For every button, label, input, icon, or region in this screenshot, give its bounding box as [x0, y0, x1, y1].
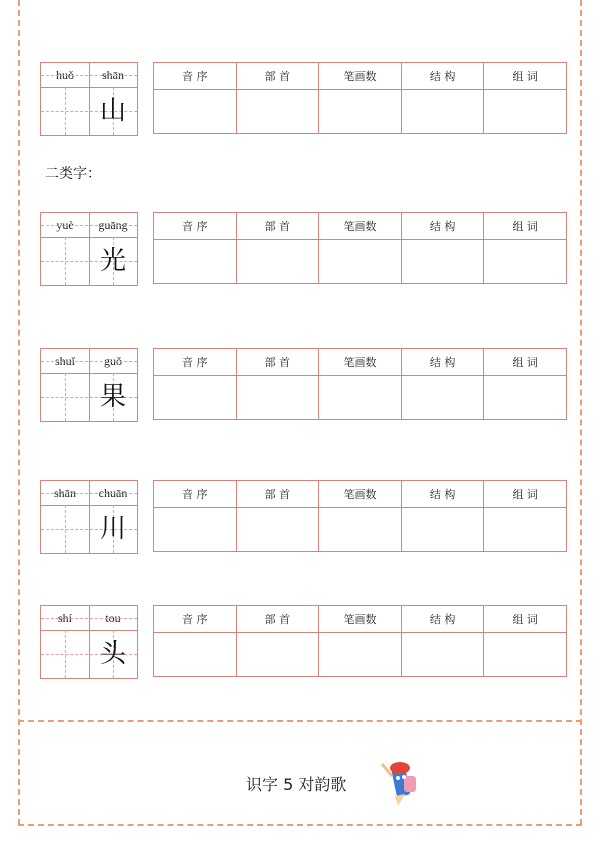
table-header: 音 序	[154, 63, 237, 90]
character-row	[40, 605, 568, 679]
pinyin: guǒ	[104, 354, 122, 368]
table-header: 结 构	[401, 349, 484, 376]
pencil-mascot-icon	[378, 758, 422, 808]
character-row	[40, 212, 568, 286]
table-header: 部 首	[236, 63, 319, 90]
answer-cell[interactable]	[154, 240, 237, 284]
table-header: 音 序	[154, 213, 237, 240]
answer-cell[interactable]	[154, 90, 237, 134]
pinyin: chuān	[98, 486, 128, 500]
table-header: 组 词	[484, 349, 567, 376]
character-row	[40, 62, 568, 136]
table-header: 结 构	[401, 606, 484, 633]
table-header: 笔画数	[319, 213, 402, 240]
character-row	[40, 348, 568, 422]
frame-left	[18, 0, 20, 825]
table-header: 音 序	[154, 481, 237, 508]
table-header: 笔画数	[319, 481, 402, 508]
tianzige-box	[40, 212, 138, 286]
answer-cell[interactable]	[401, 240, 484, 284]
answer-cell[interactable]	[401, 376, 484, 420]
table-header: 组 词	[484, 606, 567, 633]
pinyin: shān	[54, 486, 76, 500]
table-header: 笔画数	[319, 63, 402, 90]
section-label: 二类字：	[45, 166, 101, 182]
answer-cell[interactable]	[401, 508, 484, 552]
hanzi-character: 光	[99, 246, 126, 276]
frame-bottom	[18, 824, 582, 826]
answer-cell[interactable]	[154, 633, 237, 677]
table-header: 结 构	[401, 481, 484, 508]
answer-cell[interactable]	[319, 633, 402, 677]
answer-cell[interactable]	[154, 376, 237, 420]
pinyin: guāng	[98, 218, 128, 232]
analysis-table	[153, 212, 567, 284]
answer-cell[interactable]	[484, 508, 567, 552]
answer-cell[interactable]	[319, 240, 402, 284]
answer-cell[interactable]	[401, 633, 484, 677]
answer-cell[interactable]	[319, 376, 402, 420]
answer-cell[interactable]	[319, 90, 402, 134]
table-header: 部 首	[236, 606, 319, 633]
analysis-table	[153, 62, 567, 134]
character-row	[40, 480, 568, 554]
hanzi-character: 果	[99, 382, 126, 412]
hanzi-character: 山	[99, 96, 126, 126]
answer-cell[interactable]	[484, 376, 567, 420]
frame-divider	[18, 720, 582, 722]
analysis-table	[153, 348, 567, 420]
table-header: 结 构	[401, 213, 484, 240]
pinyin: yuè	[56, 218, 74, 232]
table-header: 笔画数	[319, 349, 402, 376]
pinyin: shuǐ	[54, 354, 75, 368]
answer-cell[interactable]	[154, 508, 237, 552]
answer-cell[interactable]	[484, 240, 567, 284]
table-header: 组 词	[484, 63, 567, 90]
tianzige-box	[40, 605, 138, 679]
table-header: 音 序	[154, 606, 237, 633]
pinyin: shí	[57, 611, 72, 625]
table-header: 音 序	[154, 349, 237, 376]
pinyin: shān	[102, 68, 124, 82]
table-header: 部 首	[236, 213, 319, 240]
tianzige-box	[40, 348, 138, 422]
hanzi-character: 川	[99, 514, 126, 544]
table-header: 笔画数	[319, 606, 402, 633]
frame-right	[580, 0, 582, 825]
answer-cell[interactable]	[319, 508, 402, 552]
answer-cell[interactable]	[236, 508, 319, 552]
tianzige-box	[40, 480, 138, 554]
answer-cell[interactable]	[484, 90, 567, 134]
answer-cell[interactable]	[236, 376, 319, 420]
pinyin: tou	[105, 611, 121, 625]
answer-cell[interactable]	[236, 90, 319, 134]
tianzige-box	[40, 62, 138, 136]
table-header: 部 首	[236, 349, 319, 376]
answer-cell[interactable]	[236, 240, 319, 284]
answer-cell[interactable]	[401, 90, 484, 134]
table-header: 结 构	[401, 63, 484, 90]
answer-cell[interactable]	[236, 633, 319, 677]
pinyin: huǒ	[56, 68, 74, 82]
lesson-title: 识字 5 对韵歌	[246, 775, 347, 794]
analysis-table	[153, 480, 567, 552]
table-header: 部 首	[236, 481, 319, 508]
table-header: 组 词	[484, 481, 567, 508]
hanzi-character: 头	[99, 639, 126, 669]
analysis-table	[153, 605, 567, 677]
table-header: 组 词	[484, 213, 567, 240]
answer-cell[interactable]	[484, 633, 567, 677]
